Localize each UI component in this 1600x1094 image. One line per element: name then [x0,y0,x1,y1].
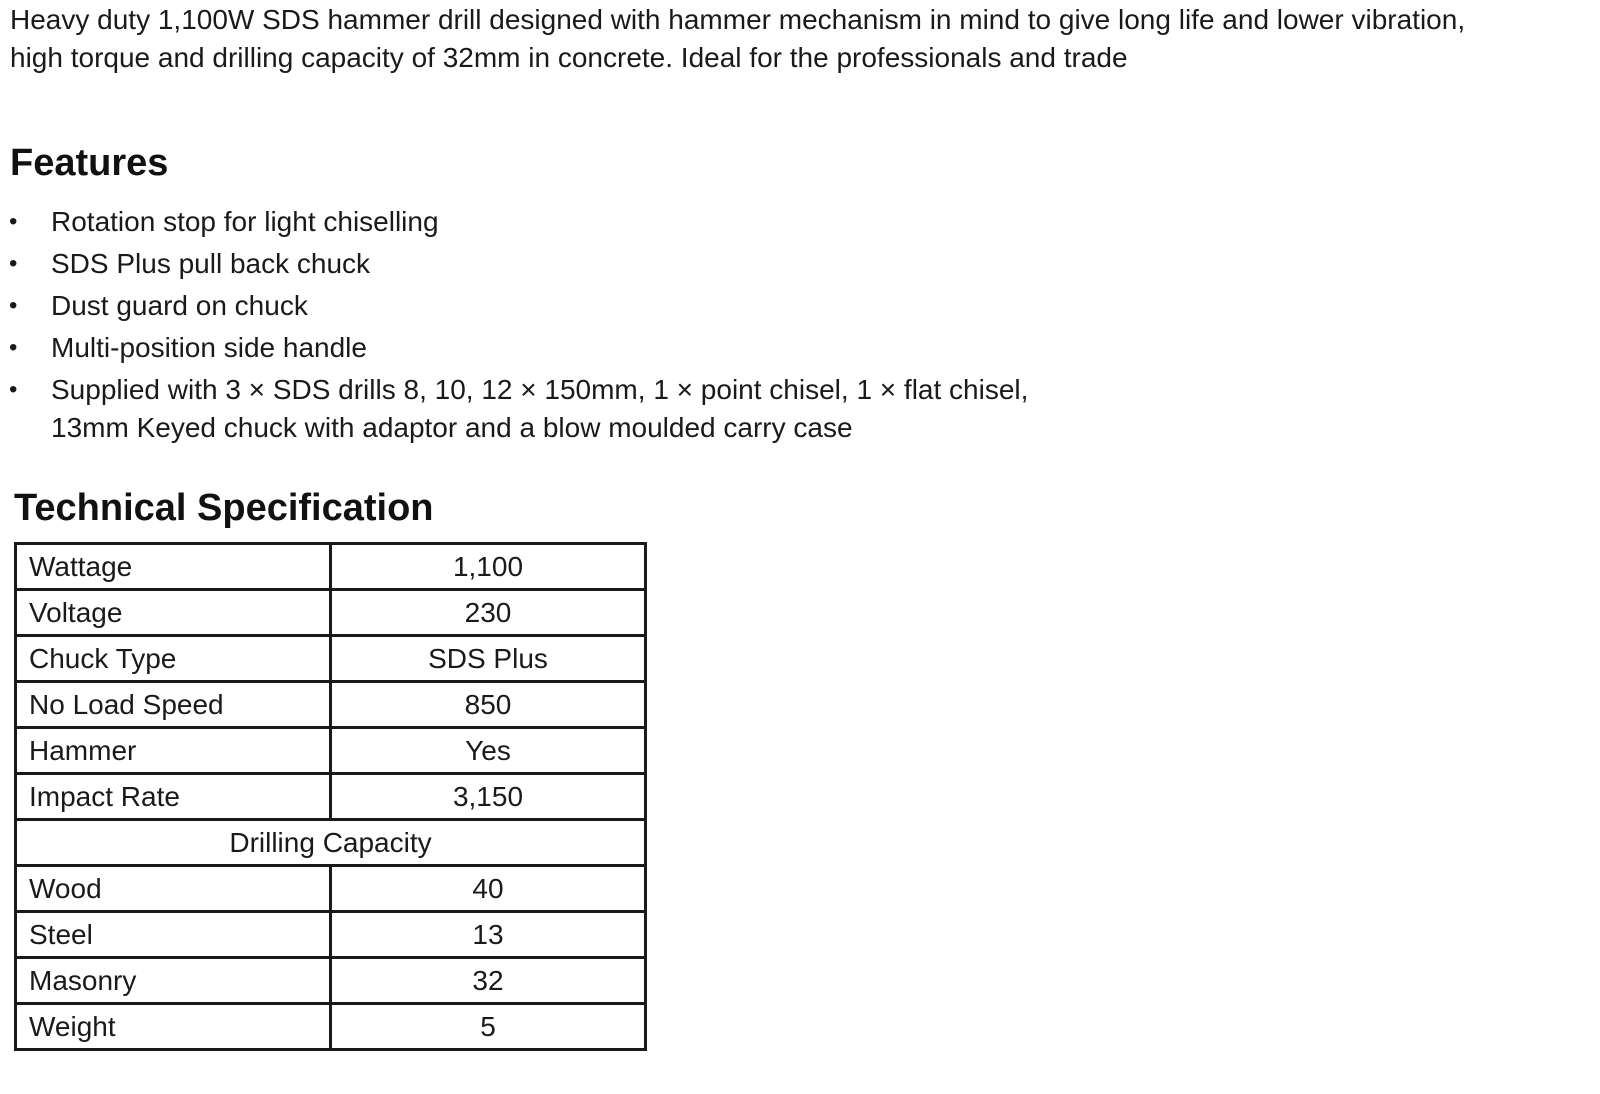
spec-label: Impact Rate [16,774,331,820]
bullet-icon: • [9,250,18,277]
bullet-icon: • [9,292,18,319]
spec-value: 3,150 [331,774,646,820]
spec-value: 850 [331,682,646,728]
table-row [16,774,646,820]
feature-text: Rotation stop for light chiselling [51,206,439,237]
table-row [16,958,646,1004]
spec-value: 1,100 [331,544,646,590]
spec-label: No Load Speed [16,682,331,728]
table-row [16,866,646,912]
feature-item [0,329,1028,367]
feature-item [0,203,1028,241]
bullet-icon: • [9,208,18,235]
bullet-icon: • [9,376,18,403]
spec-table [14,542,647,1051]
table-row [16,912,646,958]
table-row [16,728,646,774]
spec-heading: Technical Specification [14,487,434,529]
feature-text: SDS Plus pull back chuck [51,248,371,279]
description-line: high torque and drilling capacity of 32mm in concrete. Ideal for the professionals and trade [10,42,1128,73]
spec-value: 13 [331,912,646,958]
spec-value: Yes [331,728,646,774]
product-description [10,1,1595,77]
bullet-icon: • [9,334,18,361]
table-row [16,590,646,636]
spec-value: 5 [331,1004,646,1050]
feature-text: Supplied with 3 × SDS drills 8, 10, 12 × 150mm, 1 × point chisel, 1 × flat chisel, [51,374,1029,405]
table-row [16,682,646,728]
spec-label: Wattage [16,544,331,590]
spec-value: SDS Plus [331,636,646,682]
table-row [16,636,646,682]
table-row [16,544,646,590]
feature-text: 13mm Keyed chuck with adaptor and a blow moulded carry case [51,412,853,443]
feature-item [0,371,1028,447]
spec-section-label: Drilling Capacity [16,820,646,866]
feature-text: Dust guard on chuck [51,290,308,321]
features-list [0,203,1028,451]
spec-label: Steel [16,912,331,958]
spec-label: Masonry [16,958,331,1004]
feature-item [0,245,1028,283]
spec-label: Voltage [16,590,331,636]
spec-value: 32 [331,958,646,1004]
description-line: Heavy duty 1,100W SDS hammer drill designed with hammer mechanism in mind to give long life and lower vibration, [10,4,1466,35]
spec-label: Wood [16,866,331,912]
feature-item [0,287,1028,325]
spec-value: 230 [331,590,646,636]
spec-label: Hammer [16,728,331,774]
table-section-row [16,820,646,866]
spec-label: Chuck Type [16,636,331,682]
spec-value: 40 [331,866,646,912]
spec-label: Weight [16,1004,331,1050]
features-heading: Features [10,142,169,184]
feature-text: Multi-position side handle [51,332,367,363]
table-row [16,1004,646,1050]
